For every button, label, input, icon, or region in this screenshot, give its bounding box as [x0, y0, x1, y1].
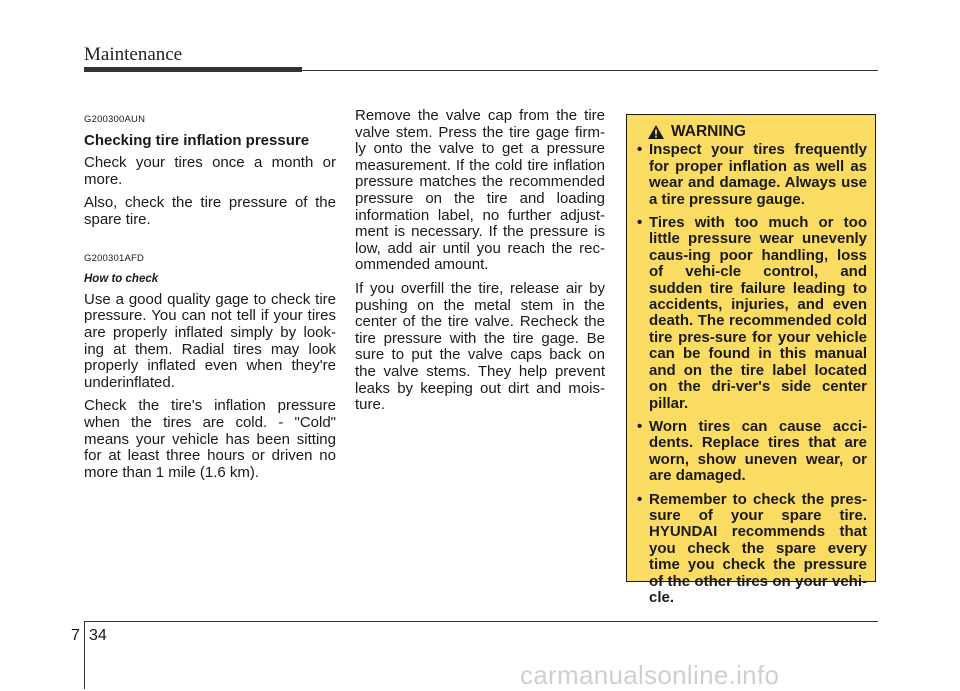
- subsection-heading: How to check: [84, 273, 159, 286]
- warning-text: Worn tires can cause acci-dents. Replace tires that are worn, show uneven wear, or are damaged.: [649, 417, 867, 485]
- watermark: carmanualsonline.info: [520, 660, 780, 690]
- left-column: [84, 108, 336, 488]
- bullet-icon: •: [637, 490, 643, 508]
- paragraph: Use a good quality gage to check tire pressure. You can not tell if your tires are properly inflated simply by look-ing at them. Radial tires may look properly inflated even when they're underinflated.: [84, 290, 336, 391]
- section-code: G200301AFD: [84, 252, 145, 264]
- paragraph: Also, check the tire pressure of the spare tire.: [84, 194, 336, 228]
- footer-rule: [84, 621, 878, 622]
- section-code: G200300AUN: [84, 114, 146, 125]
- warning-text: Remember to check the pres-sure of your spare tire. HYUNDAI recommends that you check the spare every time you check the pressure of the other tires on your vehi-cle.: [649, 490, 867, 606]
- warning-item: [637, 492, 867, 607]
- warning-triangle-icon: [647, 124, 665, 140]
- warning-box: [626, 114, 876, 606]
- warning-item: [637, 419, 867, 485]
- paragraph: Remove the valve cap from the tire valve stem. Press the tire gage firm-ly onto the valve to get a pressure measurement. If the cold tire inflation pressure matches the recommended pressure on the tire and loading information label, no further adjust-ment is necessary. If the pressure is low, add air until you reach the rec-ommended amount.: [355, 107, 605, 274]
- warning-header: [647, 124, 867, 140]
- header-rule: [300, 70, 878, 71]
- bullet-icon: •: [637, 214, 643, 232]
- page-number: 34: [89, 627, 107, 644]
- paragraph: Check your tires once a month or more.: [84, 154, 336, 188]
- warning-list: [637, 142, 867, 606]
- footer-divider: [84, 621, 85, 689]
- section-title: Maintenance: [84, 44, 183, 65]
- section-heading: Checking tire inflation pressure: [84, 131, 310, 149]
- paragraph: Check the tire's inflation pressure when the tires are cold. - "Cold" means your vehicle has been sitting for at least three hours or driven no more than 1 mile (1.6 km).: [84, 397, 336, 481]
- warning-title: WARNING: [671, 123, 746, 140]
- chapter-number: 7: [71, 627, 80, 644]
- bullet-icon: •: [637, 141, 643, 159]
- middle-column: [355, 108, 605, 421]
- warning-text: Inspect your tires frequently for proper inflation as well as wear and damage. Always use a tire pressure gauge.: [649, 141, 867, 208]
- warning-text: Tires with too much or too little pressure wear unevenly caus-ing poor handling, loss of vehi-cle control, and sudden tire failure leading to accidents, injuries, and even death. The recommended cold tire pres-sure for your vehicle can be found in this manual and on the tire label located on the dri-ver's side center pillar.: [649, 214, 867, 412]
- paragraph: If you overfill the tire, release air by pushing on the metal stem in the center of the tire valve. Recheck the tire pressure with the tire gage. Be sure to put the valve caps back on the valve stems. They help prevent leaks by keeping out dirt and mois-ture.: [355, 279, 605, 414]
- warning-item: [637, 142, 867, 208]
- warning-item: [637, 215, 867, 412]
- bullet-icon: •: [637, 417, 643, 435]
- header-accent-bar: [84, 67, 302, 72]
